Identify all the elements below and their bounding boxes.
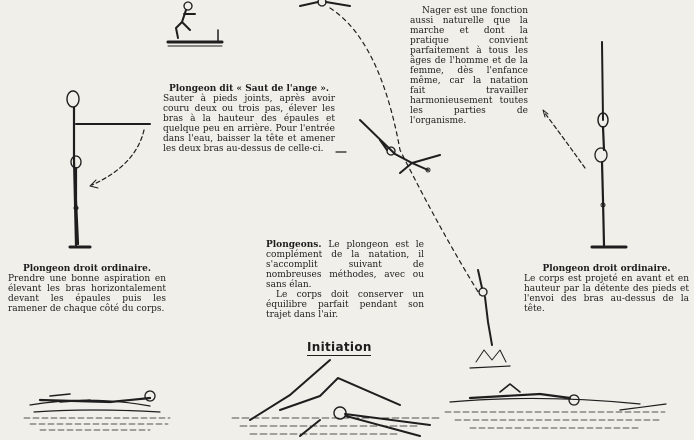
floating-swimmer-right: [445, 384, 666, 428]
right-caption-block: [524, 264, 689, 314]
section-title: Initiation: [307, 340, 372, 354]
left-caption-title: Plongeon droit ordinaire.: [22, 264, 152, 274]
left-caption-text: Prendre une bonne aspiration en élevant les bras horizontalement devant les épaules puis les ramener de chaque côté du corps.: [8, 274, 166, 314]
floating-swimmer-left: [24, 391, 170, 430]
angel-dive-text: Sauter à pieds joints, après avoir couru deux ou trois pas, élever les bras à la hauteur des épaules et quelque peu en arrière. Pour l'entrée dans l'eau, baisser la tête et amener les deux bras au-dessus de celle-ci.: [163, 94, 335, 154]
right-caption-title: Plongeon droit ordinaire.: [542, 264, 671, 274]
diver-entry-figure: [470, 270, 510, 368]
stretched-swimmer-center: [232, 360, 440, 436]
intro-paragraph: Nager est une fonction aussi naturelle que la marche et dont la pratique convient parfaitement à tous les âges de l'homme et de la femme, dès l'enfance même, car la natation fait travailler harmonieusement toutes les parties de l'organisme.: [410, 6, 528, 126]
angel-dive-block: [163, 84, 335, 154]
plongeons-title: Plongeons.: [266, 240, 322, 250]
angel-dive-figure: [360, 120, 440, 173]
plongeons-text-2: Le corps doit conserver un équilibre parfait pendant son trajet dans l'air.: [266, 290, 424, 320]
top-jumper-figure: [168, 2, 222, 46]
angel-dive-title: Plongeon dit « Saut de l'ange ».: [169, 84, 329, 94]
right-caption-text: Le corps est projeté en avant et en hauteur par la détente des pieds et l'envoi des bras au-dessus de la tête.: [524, 274, 689, 314]
plongeons-text-1: Le plongeon est le complément de la natation, il s'accomplit suivant de nombreuses méthodes, avec ou sans élan.: [266, 240, 424, 290]
plongeons-block: [266, 240, 424, 320]
left-standing-figure: [67, 91, 150, 247]
angel-top-figure: [300, 0, 350, 6]
left-caption-block: [8, 264, 166, 314]
